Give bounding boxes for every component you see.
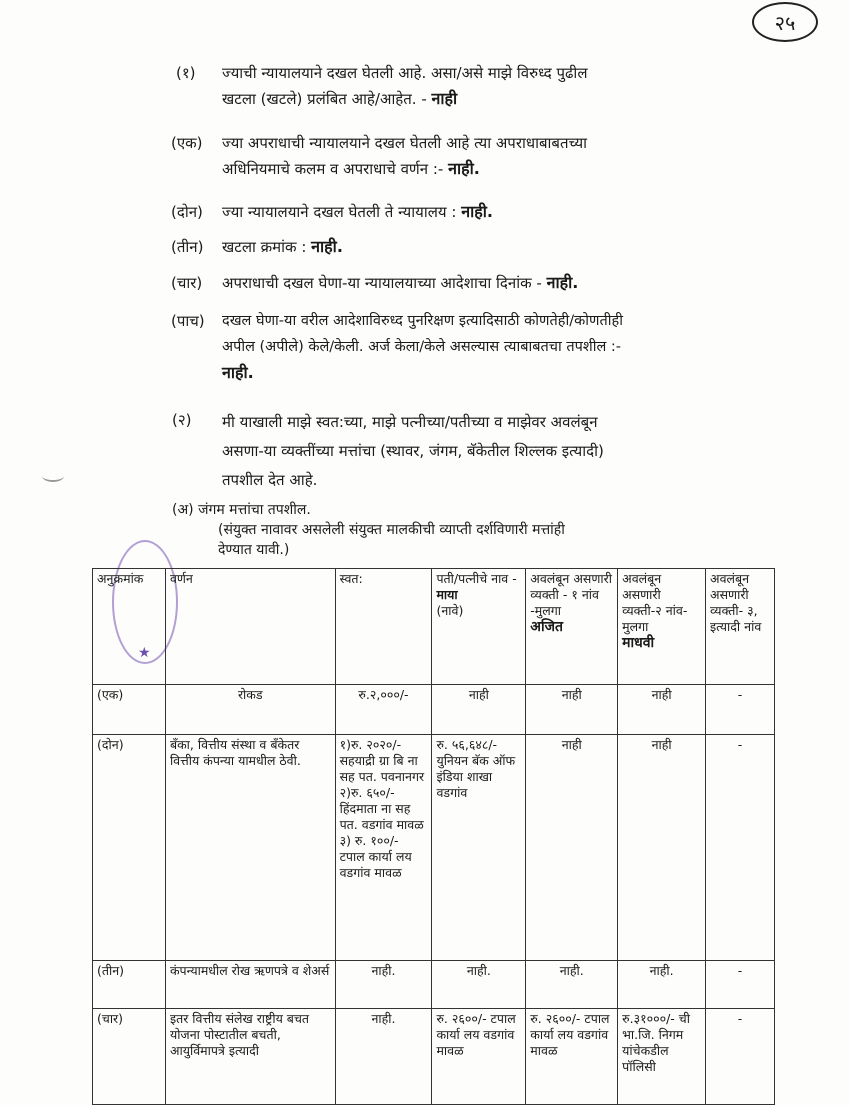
table-row: (चार) इतर वित्तीय संलेख राष्ट्रीय बचत योजना पोस्टातील बचती, आयुर्विमापत्रे इत्यादी नाही. रु. २६००/- टपाल कार्या लय वडगांव मावळ रु. २६००/- टपाल कार्या लय वडगांव मावळ रु.३१०००/- ची भा.जि. निगम यांचेकडील पॉलिसी - [93, 1009, 775, 1105]
item-1-answer: नाही [431, 89, 458, 108]
header-dependent-1: अवलंबून असणारी व्यक्ती - १ नांव -मुलगा अजित [526, 569, 618, 685]
movable-assets-table [92, 568, 775, 1105]
table-header-row [93, 569, 775, 685]
item-1-text: ज्याची न्यायालयाने दखल घेतली आहे. असा/असे माझे विरुध्द पुढील खटला (खटले) प्रलंबित आहे/आहेत. - नाही [222, 64, 588, 108]
punch-hole-mark [42, 470, 64, 482]
item-c-answer: नाही. [311, 237, 343, 256]
item-1-number: (१) [176, 64, 196, 82]
page-number: २५ [752, 2, 818, 42]
item-2-text: मी याखाली माझे स्वत:च्या, माझे पत्नीच्या/पतीच्या व माझेवर अवलंबून असणा-या व्यक्तींच्या मत्तांचा (स्थावर, जंगम, बॅकेतील शिल्लक इत्यादी) तपशील देत आहे. [222, 413, 604, 489]
item-e-text: दखल घेणा-या वरील आदेशाविरुध्द पुनरिक्षण इत्यादिसाठी कोणतेही/कोणतीही अपील (अपीले) केले/केली. अर्ज केला/केले असल्यास त्याबाबतचा तपशील :- नाही. [222, 308, 782, 386]
item-c-text: खटला क्रमांक : नाही. [222, 237, 343, 256]
item-c-number: (तीन) [171, 238, 204, 256]
header-dependent-2: अवलंबून असणारी व्यक्ती-२ नांव-मुलगा माधवी [618, 569, 706, 685]
header-spouse: पती/पत्नीचे नाव - माया (नावे) [432, 569, 526, 685]
item-b-text: ज्या न्यायालयाने दखल घेतली ते न्यायालय : नाही. [222, 202, 493, 221]
item-a-text: ज्या अपराधाची न्यायालयाने दखल घेतली आहे त्या अपराधाबाबतच्या अधिनियमाचे कलम व अपराधाचे वर्णन :- नाही. [222, 134, 588, 178]
header-dependent-3: अवलंबून असणारी व्यक्ती- ३, इत्यादी नांव [706, 569, 775, 685]
item-2-number: (२) [172, 411, 192, 429]
star-icon: ★ [138, 645, 151, 661]
item-d-text: अपराधाची दखल घेणा-या न्यायालयाच्या आदेशाचा दिनांक - नाही. [222, 273, 579, 292]
table-row: (एक) रोकड रु.२,०००/- नाही नाही नाही - [93, 685, 775, 735]
item-b-number: (दोन) [171, 203, 203, 221]
header-serial: अनुक्रमांक [93, 569, 166, 685]
item-a-answer: नाही. [448, 159, 480, 178]
item-e-answer: नाही. [222, 363, 254, 382]
table-row: (दोन) बॅंका, वित्तीय संस्था व बॅंकेतर वित्तीय कंपन्या यामधील ठेवी. १)रु. २०२०/- सहयाद्री ग्रा बि ना सह पत. पवनानगर २)रु. ६५०/- हिंदमाता ना सह पत. वडगांव मावळ ३) रु. १००/- टपाल कार्या लय वडगांव मावळ रु. ५६,६४८/- युनियन बॅक ऑफ इंडिया शाखा वडगांव नाही नाही - [93, 735, 775, 961]
section-a-heading: (अ) जंगम मत्तांचा तपशील. (संयुक्त नावावर असलेली संयुक्त मालकीची व्याप्ती दर्शविणारी मत्तांही देण्यात यावी.) [172, 502, 565, 558]
item-b-answer: नाही. [461, 202, 493, 221]
header-description: वर्णन [165, 569, 335, 685]
item-e-number: (पाच) [171, 312, 205, 330]
header-self: स्वत: [335, 569, 432, 685]
item-a-number: (एक) [171, 134, 203, 152]
item-d-number: (चार) [171, 274, 203, 292]
item-d-answer: नाही. [546, 273, 579, 292]
table-row: (तीन) कंपन्यामधील रोख ऋणपत्रे व शेअर्स नाही. नाही. नाही. नाही. - [93, 961, 775, 1009]
